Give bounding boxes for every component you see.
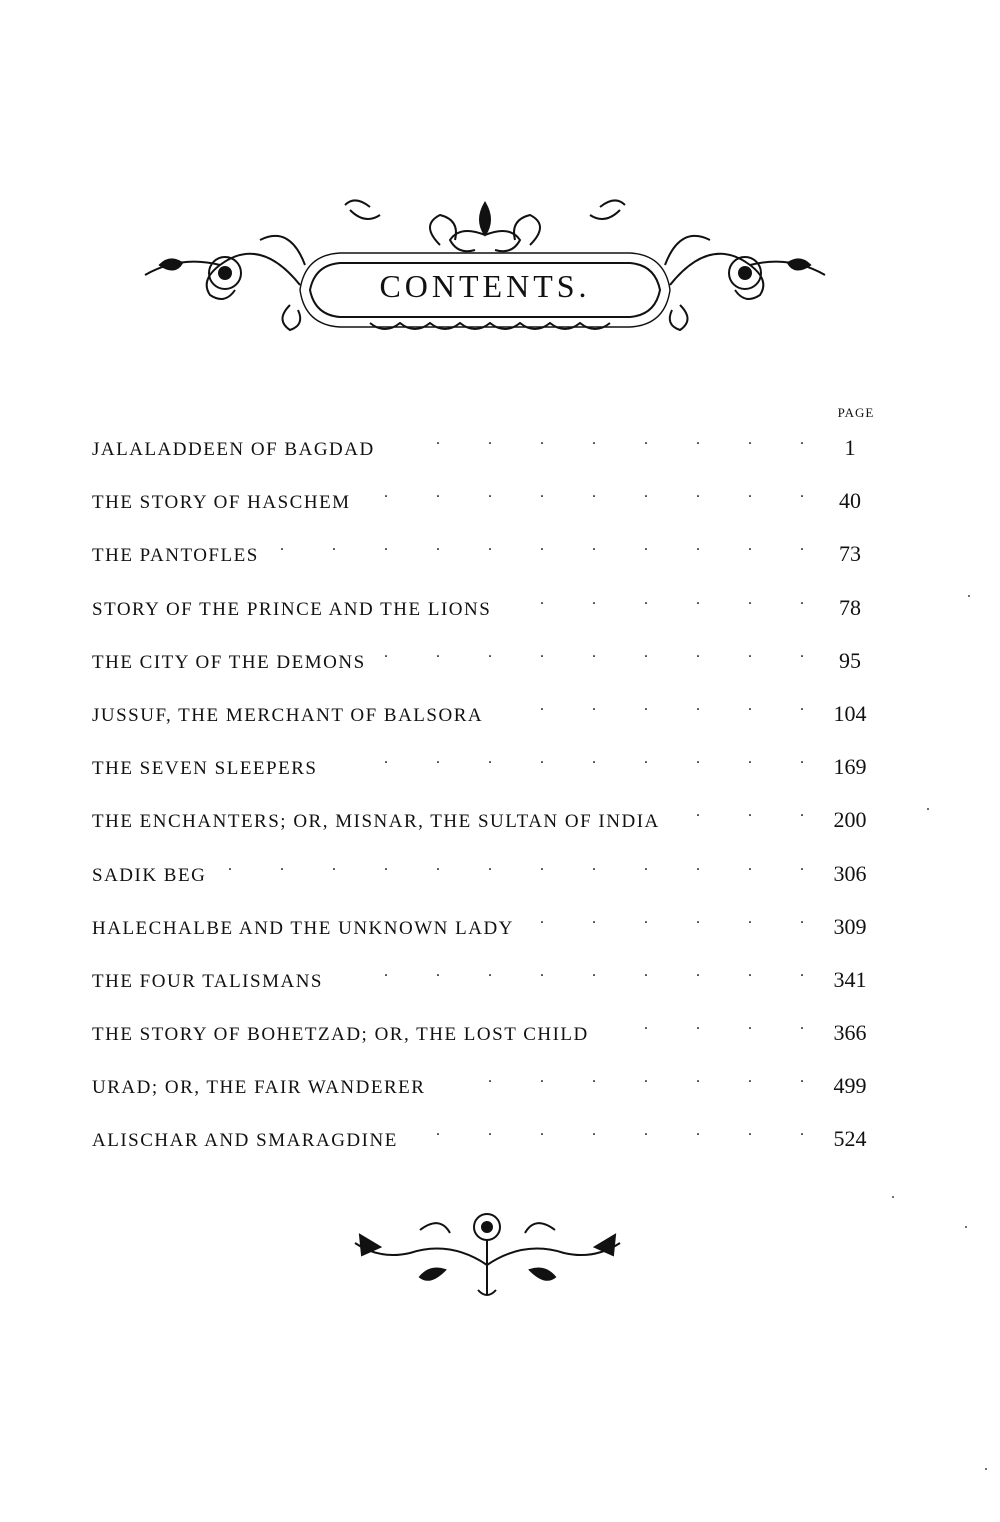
- toc-entry: [92, 1010, 882, 1063]
- dot-leader: [335, 744, 804, 774]
- toc-entry-title: HALECHALBE AND THE UNKNOWN LADY: [92, 917, 514, 939]
- table-of-contents: [92, 425, 882, 1170]
- toc-entry-page: 200: [833, 807, 867, 833]
- toc-entry: [92, 691, 882, 744]
- page-column-label: PAGE: [837, 405, 875, 420]
- toc-entry-title: THE CITY OF THE DEMONS: [92, 651, 366, 673]
- toc-entry-page: 40: [839, 488, 861, 514]
- toc-entry-title: THE FOUR TALISMANS: [92, 970, 323, 992]
- toc-entry-page: 341: [833, 966, 867, 992]
- toc-entry-page: 306: [833, 860, 867, 886]
- dot-leader: [678, 797, 804, 827]
- toc-entry: [92, 478, 882, 531]
- toc-entry-title: THE SEVEN SLEEPERS: [92, 758, 318, 780]
- toc-entry-page: 73: [839, 541, 861, 567]
- dot-leader: [509, 585, 804, 615]
- toc-entry-page: 499: [833, 1073, 867, 1099]
- scan-speck: [985, 1468, 987, 1470]
- scan-speck: [965, 1226, 967, 1228]
- toc-entry: [92, 585, 882, 638]
- toc-entry: [92, 957, 882, 1010]
- dot-leader: [277, 531, 804, 561]
- toc-entry-title: THE ENCHANTERS; OR, MISNAR, THE SULTAN OF INDIA: [92, 811, 660, 833]
- toc-entry: [92, 531, 882, 584]
- toc-entry-title: JUSSUF, THE MERCHANT OF BALSORA: [92, 704, 484, 726]
- contents-heading: CONTENTS.: [379, 268, 591, 304]
- dot-leader: [416, 1116, 804, 1146]
- scan-speck: [927, 808, 929, 810]
- dot-leader: [393, 425, 804, 455]
- toc-entry-title: THE STORY OF BOHETZAD; OR, THE LOST CHILD: [92, 1024, 589, 1046]
- toc-entry: [92, 797, 882, 850]
- toc-entry-page: 169: [833, 754, 867, 780]
- toc-entry: [92, 425, 882, 478]
- toc-entry: [92, 904, 882, 957]
- scan-speck: [892, 1196, 894, 1198]
- toc-entry-title: SADIK BEG: [92, 864, 207, 886]
- toc-entry-page: 366: [833, 1020, 867, 1046]
- toc-entry-page: 78: [839, 594, 861, 620]
- tailpiece-ornament: [350, 1205, 625, 1300]
- dot-leader: [224, 851, 804, 881]
- toc-entry-title: JALALADDEEN OF BAGDAD: [92, 439, 375, 460]
- toc-entry-page: 524: [833, 1126, 867, 1152]
- dot-leader: [369, 478, 804, 508]
- toc-entry-title: THE PANTOFLES: [92, 545, 259, 567]
- dot-leader: [384, 638, 804, 668]
- toc-entry-title: THE STORY OF HASCHEM: [92, 492, 351, 514]
- dot-leader: [501, 691, 804, 721]
- toc-entry: [92, 851, 882, 904]
- toc-entry-page: 104: [833, 700, 867, 726]
- toc-entry-page: 95: [839, 647, 861, 673]
- toc-entry: [92, 1063, 882, 1116]
- toc-entry: [92, 744, 882, 797]
- dot-leader: [607, 1010, 804, 1040]
- scan-speck: [968, 595, 970, 597]
- dot-leader: [532, 904, 804, 934]
- toc-entry-page: 1: [844, 435, 856, 460]
- toc-entry: [92, 638, 882, 691]
- toc-entry-title: STORY OF THE PRINCE AND THE LIONS: [92, 598, 492, 620]
- toc-entry-title: URAD; OR, THE FAIR WANDERER: [92, 1077, 426, 1099]
- dot-leader: [443, 1063, 804, 1093]
- toc-entry-title: ALISCHAR AND SMARAGDINE: [92, 1130, 398, 1152]
- toc-entry: [92, 1116, 882, 1169]
- dot-leader: [341, 957, 804, 987]
- toc-entry-page: 309: [833, 913, 867, 939]
